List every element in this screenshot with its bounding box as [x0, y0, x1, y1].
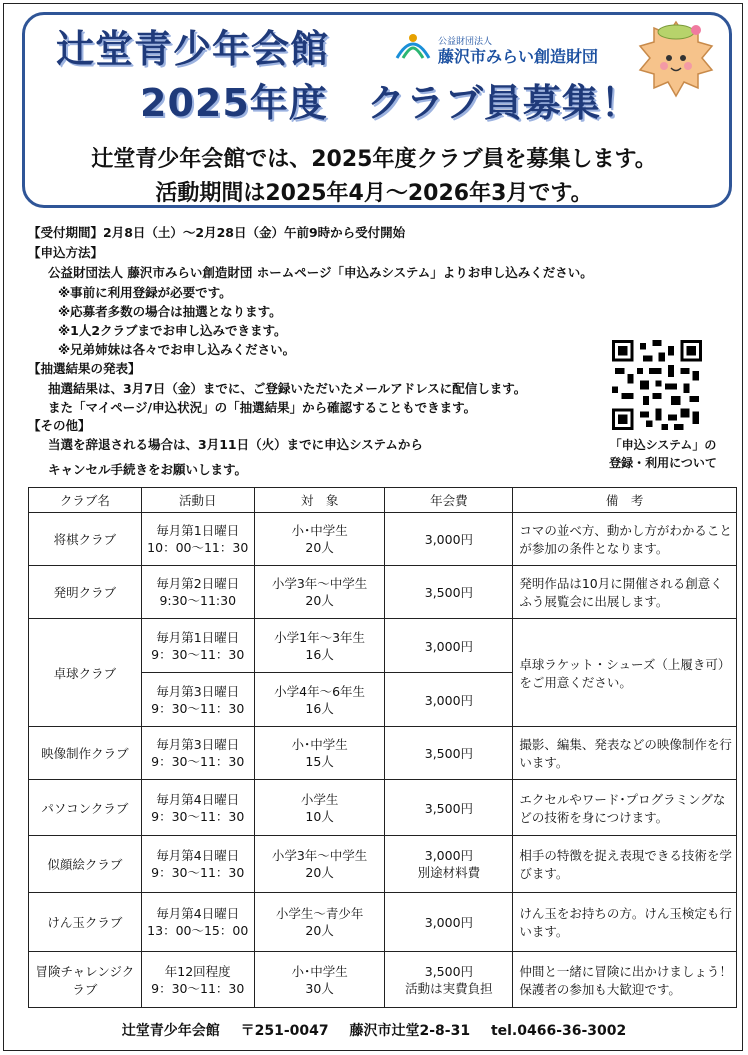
club-name: 冒険チャレンジクラブ — [29, 952, 142, 1008]
annual-fee: 3,000円 — [385, 673, 513, 727]
annual-fee: 3,500円 — [385, 727, 513, 780]
apply-note: ※兄弟姉妹は各々でお申し込みください。 — [58, 342, 296, 357]
target — [254, 893, 385, 952]
capacity-text: 10人 — [305, 808, 334, 824]
org-type-label: 公益財団法人 — [438, 37, 493, 47]
target-text: 小･中学生 — [291, 963, 348, 979]
annual-fee — [385, 836, 513, 893]
annual-fee — [385, 952, 513, 1008]
org-name: 藤沢市みらい創造財団 — [438, 47, 599, 66]
target — [254, 780, 385, 836]
qr-caption — [598, 436, 728, 472]
club-name: パソコンクラブ — [29, 780, 142, 836]
page-title: 辻堂青少年会館 — [56, 27, 330, 71]
target — [254, 727, 385, 780]
target-text: 小学3年～中学生 — [271, 848, 368, 863]
table-row — [29, 727, 737, 780]
time-text: 10：00～11：30 — [147, 540, 249, 555]
target-text: 小学生 — [300, 791, 339, 807]
annual-fee: 3,000円 — [385, 513, 513, 566]
annual-fee: 3,000円 — [385, 619, 513, 673]
time-text: 9:30～11:30 — [159, 593, 237, 608]
capacity-text: 20人 — [305, 865, 334, 880]
footer-address: 藤沢市辻堂2-8-31 — [349, 1023, 471, 1039]
remarks: 撮影、編集、発表などの映像制作を行います。 — [513, 727, 737, 780]
remarks: エクセルやワード･プログラミングなどの技術を身につけます。 — [513, 780, 737, 836]
capacity-text: 20人 — [305, 923, 334, 938]
apply-note: ※1人2クラブまでお申し込みできます。 — [58, 323, 287, 338]
table-row — [29, 893, 737, 952]
fee-note: 活動は実費負担 — [405, 980, 493, 996]
target-text: 小学生～青少年 — [275, 906, 364, 921]
column-header: 備 考 — [513, 488, 737, 513]
activity-day — [141, 619, 254, 673]
table-row — [29, 780, 737, 836]
results-heading: 【抽選結果の発表】 — [28, 361, 141, 376]
capacity-text: 15人 — [305, 754, 334, 769]
qr-caption-line: 「申込システム」の — [609, 438, 717, 452]
lead-line-1: 辻堂青少年会館では、2025年度クラブ員を募集します。 — [91, 147, 657, 172]
activity-day — [141, 513, 254, 566]
annual-fee: 3,500円 — [385, 566, 513, 619]
column-header: 活動日 — [141, 488, 254, 513]
remarks: 卓球ラケット・シューズ（上履き可）をご用意ください。 — [513, 619, 737, 727]
fee-text: 3,500円 — [424, 963, 474, 979]
club-name: 似顔絵クラブ — [29, 836, 142, 893]
table-header-row — [29, 488, 737, 513]
capacity-text: 16人 — [305, 646, 334, 662]
annual-fee: 3,000円 — [385, 893, 513, 952]
apply-text: 公益財団法人 藤沢市みらい創造財団 ホームページ「申込みシステム」よりお申し込みください。 — [48, 265, 593, 280]
day-text: 毎月第1日曜日 — [156, 523, 240, 538]
activity-day — [141, 836, 254, 893]
target-text: 小学3年～中学生 — [271, 576, 368, 591]
reception-period: 【受付期間】2月8日（土）～2月28日（金）午前9時から受付開始 — [28, 225, 406, 240]
other-text: キャンセル手続きをお願いします。 — [48, 462, 248, 477]
target — [254, 673, 385, 727]
time-text: 9：30～11：30 — [151, 646, 245, 662]
target-text: 小･中学生 — [291, 523, 348, 538]
club-name: 将棋クラブ — [29, 513, 142, 566]
fee-note: 別途材料費 — [417, 865, 481, 880]
club-name: 発明クラブ — [29, 566, 142, 619]
remarks: けん玉をお持ちの方。けん玉検定も行います。 — [513, 893, 737, 952]
target — [254, 566, 385, 619]
results-text: また「マイページ/申込状況」の「抽選結果」から確認することもできます。 — [48, 400, 477, 415]
footer-venue-name: 辻堂青少年会館 — [121, 1023, 220, 1039]
foundation-logo-icon — [393, 32, 433, 60]
footer-zip: 〒251-0047 — [240, 1023, 329, 1039]
qr-caption-line: 登録・利用について — [609, 456, 717, 470]
remarks: 仲間と一緒に冒険に出かけましょう！保護者の参加も大歓迎です。 — [513, 952, 737, 1008]
activity-day — [141, 952, 254, 1008]
remarks: 相手の特徴を捉え表現できる技術を学びます。 — [513, 836, 737, 893]
results-text: 抽選結果は、3月7日（金）までに、ご登録いただいたメールアドレスに配信します。 — [48, 381, 527, 396]
time-text: 9：30～11：30 — [151, 808, 245, 824]
day-text: 毎月第2日曜日 — [156, 576, 240, 591]
day-text: 毎月第4日曜日 — [156, 848, 240, 863]
day-text: 年12回程度 — [164, 963, 231, 979]
column-header: 年会費 — [385, 488, 513, 513]
mascot-icon — [636, 18, 716, 102]
target — [254, 619, 385, 673]
target-text: 小学1年～3年生 — [274, 629, 366, 645]
apply-heading: 【申込方法】 — [28, 245, 104, 260]
club-name: 映像制作クラブ — [29, 727, 142, 780]
remarks: コマの並べ方、動かし方がわかることが参加の条件となります。 — [513, 513, 737, 566]
qr-code-icon[interactable] — [612, 340, 702, 430]
page-subtitle: 2025年度 クラブ員募集！ — [140, 81, 640, 125]
remarks: 発明作品は10月に開催される創意くふう展覧会に出展します。 — [513, 566, 737, 619]
capacity-text: 30人 — [305, 980, 334, 996]
footer — [0, 1020, 748, 1040]
fee-text: 3,000円 — [424, 848, 474, 863]
club-name: けん玉クラブ — [29, 893, 142, 952]
activity-day — [141, 893, 254, 952]
activity-day — [141, 673, 254, 727]
club-table — [28, 487, 737, 1008]
target — [254, 836, 385, 893]
time-text: 9：30～11：30 — [151, 980, 245, 996]
activity-day — [141, 566, 254, 619]
target — [254, 513, 385, 566]
target-text: 小･中学生 — [291, 737, 348, 752]
table-row — [29, 619, 737, 673]
time-text: 9：30～11：30 — [151, 700, 245, 716]
column-header: クラブ名 — [29, 488, 142, 513]
target — [254, 952, 385, 1008]
other-heading: 【その他】 — [28, 418, 91, 433]
day-text: 毎月第4日曜日 — [156, 791, 240, 807]
annual-fee: 3,500円 — [385, 780, 513, 836]
activity-day — [141, 780, 254, 836]
club-name: 卓球クラブ — [29, 619, 142, 727]
time-text: 13：00～15：00 — [147, 923, 249, 938]
capacity-text: 16人 — [305, 700, 334, 716]
target-text: 小学4年～6年生 — [274, 683, 366, 699]
time-text: 9：30～11：30 — [151, 754, 245, 769]
day-text: 毎月第4日曜日 — [156, 906, 240, 921]
day-text: 毎月第1日曜日 — [156, 629, 240, 645]
activity-day — [141, 727, 254, 780]
table-row — [29, 566, 737, 619]
table-row — [29, 513, 737, 566]
day-text: 毎月第3日曜日 — [156, 737, 240, 752]
other-text: 当選を辞退される場合は、3月11日（火）までに申込システムから — [48, 437, 423, 452]
table-row — [29, 952, 737, 1008]
apply-note: ※応募者多数の場合は抽選となります。 — [58, 304, 282, 319]
footer-phone: tel.0466-36-3002 — [490, 1023, 627, 1039]
day-text: 毎月第3日曜日 — [156, 683, 240, 699]
lead-line-2: 活動期間は2025年4月～2026年3月です。 — [155, 181, 593, 206]
column-header: 対 象 — [254, 488, 385, 513]
capacity-text: 20人 — [305, 593, 334, 608]
table-row — [29, 836, 737, 893]
time-text: 9：30～11：30 — [151, 865, 245, 880]
apply-note: ※事前に利用登録が必要です。 — [58, 285, 232, 300]
capacity-text: 20人 — [305, 540, 334, 555]
